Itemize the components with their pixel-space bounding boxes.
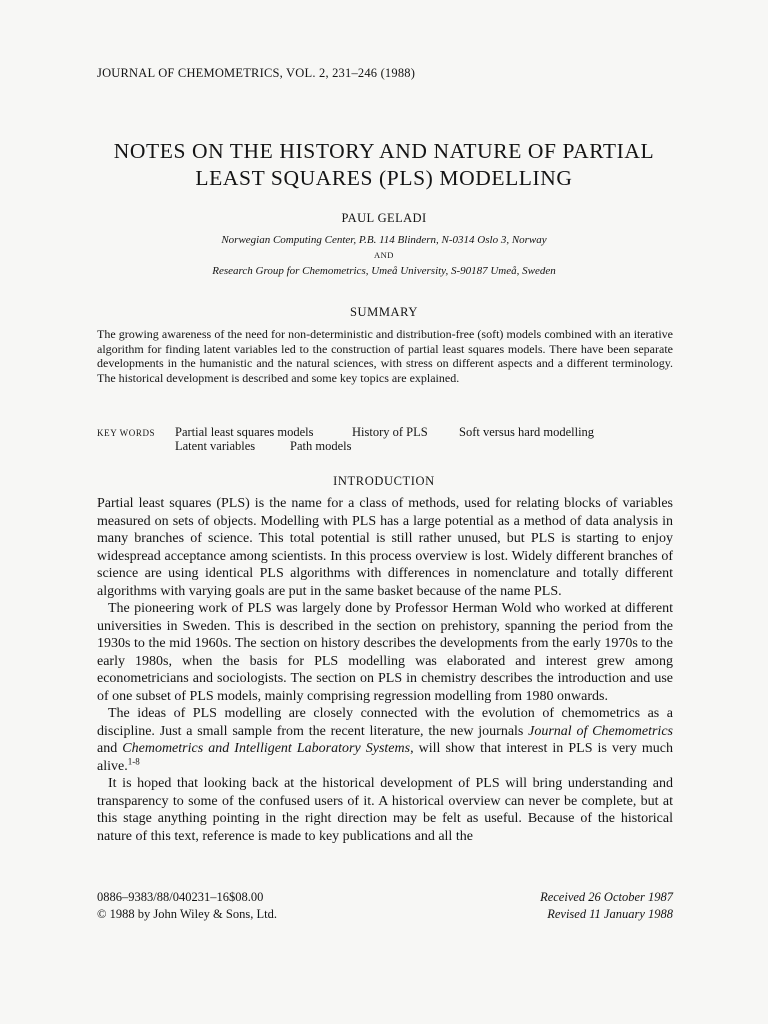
summary-heading: SUMMARY <box>349 305 419 319</box>
keywords-label: KEY WORDS <box>97 428 156 438</box>
paragraph-3-text-c: , will show that interest in PLS is very much alive. <box>97 741 673 774</box>
received-date: Received 26 October 1987 <box>540 890 673 904</box>
keyword-item: Partial least squares models <box>175 425 314 439</box>
paragraph-1: Partial least squares (PLS) is the name for a class of methods, used for relating blocks of variables measured on sets of objects. Modelling with PLS has a large potential as a method of data analysis in many branches of science. This total potential is still rather unused, but PLS is starting to enjoy widespread acceptance among scientists. In this process overview is lost. Widely different branches of science are using identical PLS algorithms with differences in nomenclature and totally different algorithms with varying goals are put in the same basket because of the name PLS. <box>97 496 673 599</box>
article-code: 0886–9383/88/040231–16$08.00 <box>97 890 264 904</box>
journal-name-1: Journal of Chemometrics <box>528 723 673 739</box>
paragraph-3 <box>97 705 673 775</box>
introduction-body <box>97 495 673 845</box>
author-affiliation-1: Norwegian Computing Center, P.B. 114 Blindern, N-0314 Oslo 3, Norway <box>221 234 547 246</box>
paragraph-4: It is hoped that looking back at the historical development of PLS will bring understanding and transparency to some of the confused users of it. A historical overview can never be complete, but at this stage anything pointing in the right direction may be felt as useful. Because of the historical nature of this text, reference is made to key publications and all the <box>97 776 673 844</box>
title-line-1: NOTES ON THE HISTORY AND NATURE OF PARTIAL <box>113 139 655 163</box>
affiliation-separator: AND <box>374 250 394 260</box>
keyword-item: Latent variables <box>175 439 256 453</box>
journal-header: JOURNAL OF CHEMOMETRICS, VOL. 2, 231–246 (1988) <box>97 66 416 80</box>
article-title <box>60 138 708 192</box>
keyword-item: History of PLS <box>352 425 428 439</box>
title-line-2: LEAST SQUARES (PLS) MODELLING <box>195 166 573 190</box>
copyright-line: © 1988 by John Wiley & Sons, Ltd. <box>97 907 277 921</box>
journal-name-2: Chemometrics and Intelligent Laboratory Systems <box>122 741 411 756</box>
paragraph-3-text-a: The ideas of PLS modelling are closely connected with the evolution of chemometrics as a discipline. Just a small sample from the recent literature, the new journals <box>97 706 673 739</box>
footer-left <box>97 889 277 923</box>
revised-date: Revised 11 January 1988 <box>547 907 673 921</box>
keyword-item: Soft versus hard modelling <box>459 425 595 439</box>
paragraph-2: The pioneering work of PLS was largely done by Professor Herman Wold who worked at different universities in Sweden. This is described in the section on prehistory, spanning the period from the 1930s to the mid 1960s. The section on history describes the developments from the early 1970s to the early 1980s, when the basis for PLS modelling was elaborated and interest grew among econometricians and sociologists. The section on PLS in chemistry describes the introduction and use of one subset of PLS models, mainly comprising regression modelling from 1980 onwards. <box>97 601 673 704</box>
footer-right <box>540 889 673 923</box>
summary-text: The growing awareness of the need for non-deterministic and distribution-free (soft) models combined with an iterative algorithm for finding latent variables led to the construction of partial least squares models. There have been separate developments in the humanistic and the natural sciences, with stress on different aspects and a different terminology. The historical development is described and some key topics are explained. <box>97 327 673 385</box>
reference-superscript: 1-8 <box>127 755 140 766</box>
introduction-heading: INTRODUCTION <box>333 474 435 488</box>
author-name: PAUL GELADI <box>341 211 427 225</box>
keyword-item: Path models <box>290 439 352 453</box>
paragraph-3-text-b: and <box>97 741 123 756</box>
author-affiliation-2: Research Group for Chemometrics, Umeå University, S-90187 Umeå, Sweden <box>212 265 556 277</box>
